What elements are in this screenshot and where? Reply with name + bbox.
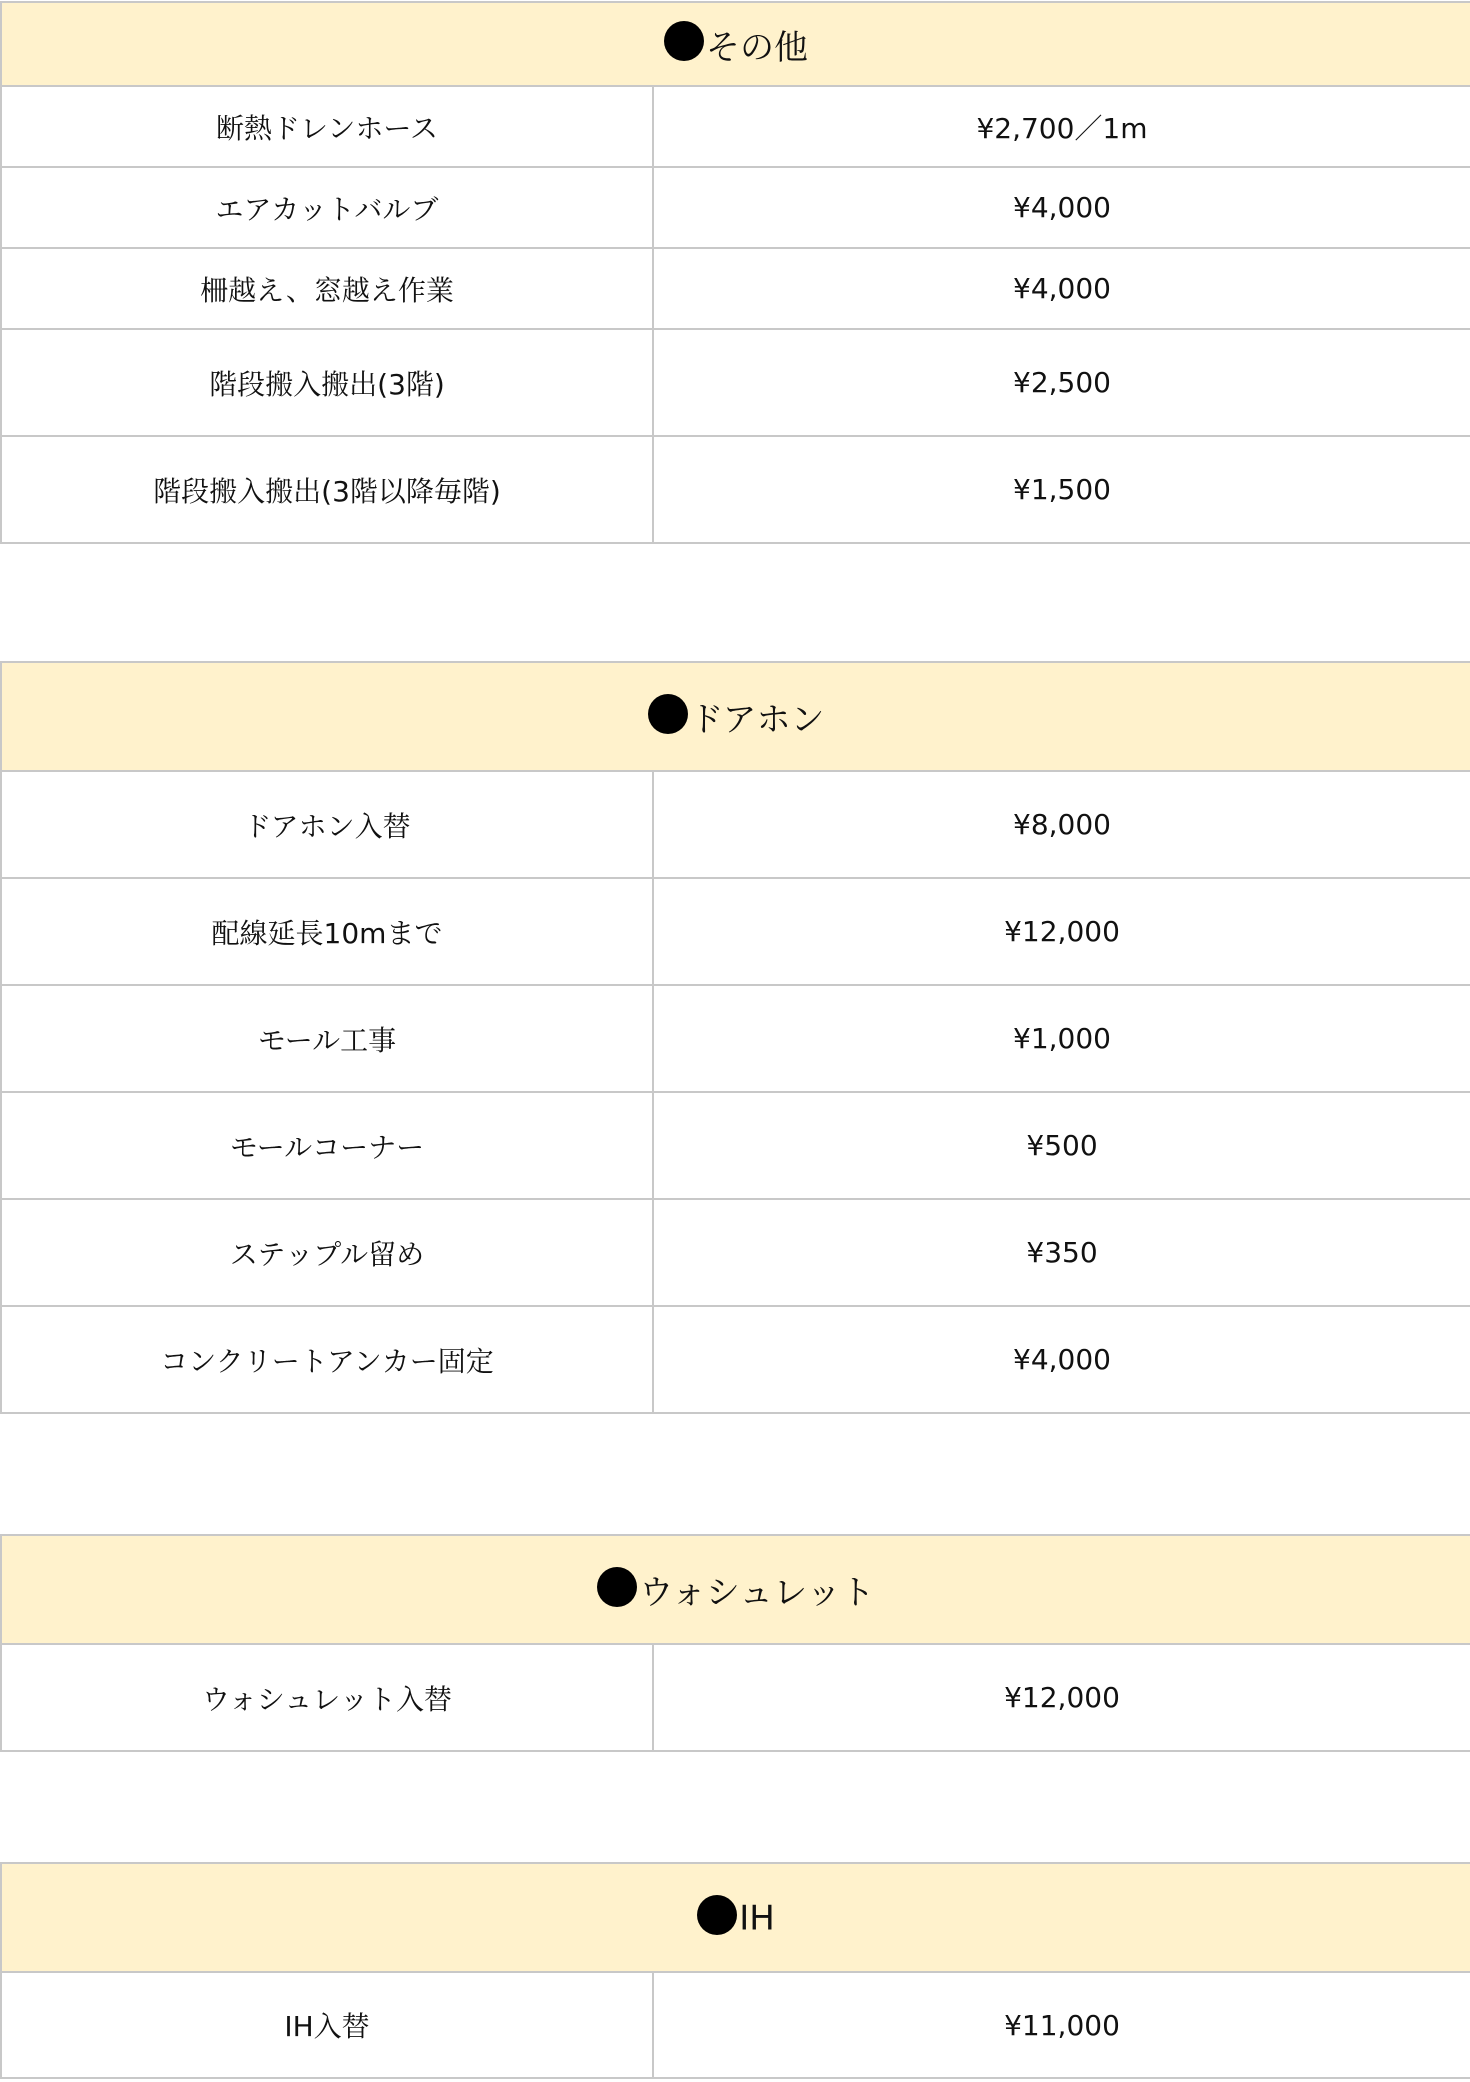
item-price: ¥12,000 <box>653 878 1470 985</box>
table-row <box>1 985 1470 1092</box>
table-row <box>1 1644 1470 1751</box>
item-name: エアカットバルブ <box>1 167 653 248</box>
table-row <box>1 1199 1470 1306</box>
section-header <box>1 2 1470 86</box>
item-price: ¥1,500 <box>653 436 1470 543</box>
item-price: ¥2,700／1m <box>653 86 1470 167</box>
item-name: ステップル留め <box>1 1199 653 1306</box>
section-title: その他 <box>706 27 808 68</box>
price-table-doorphone <box>0 661 1470 1414</box>
section-header <box>1 1863 1470 1972</box>
bullet-icon <box>697 1895 737 1935</box>
item-price: ¥1,000 <box>653 985 1470 1092</box>
item-price: ¥8,000 <box>653 771 1470 878</box>
item-price: ¥12,000 <box>653 1644 1470 1751</box>
item-name: モールコーナー <box>1 1092 653 1199</box>
item-price: ¥500 <box>653 1092 1470 1199</box>
section-header <box>1 1535 1470 1644</box>
section-title: ドアホン <box>689 700 825 740</box>
bullet-icon <box>597 1567 637 1607</box>
table-row <box>1 878 1470 985</box>
section-header <box>1 662 1470 771</box>
item-price: ¥350 <box>653 1199 1470 1306</box>
price-table-washlet <box>0 1534 1470 1752</box>
bullet-icon <box>648 694 688 734</box>
table-row <box>1 1306 1470 1413</box>
table-row <box>1 1972 1470 2078</box>
item-name: 断熱ドレンホース <box>1 86 653 167</box>
item-name: コンクリートアンカー固定 <box>1 1306 653 1413</box>
item-price: ¥4,000 <box>653 248 1470 329</box>
item-name: ドアホン入替 <box>1 771 653 878</box>
table-row <box>1 771 1470 878</box>
item-name: ウォシュレット入替 <box>1 1644 653 1751</box>
item-price: ¥11,000 <box>653 1972 1470 2078</box>
table-row <box>1 86 1470 167</box>
section-title: ウォシュレット <box>639 1573 875 1613</box>
price-table-other <box>0 1 1470 544</box>
section-title: IH <box>739 1898 775 1939</box>
table-row <box>1 1092 1470 1199</box>
item-name: 柵越え、窓越え作業 <box>1 248 653 329</box>
item-name: 階段搬入搬出(3階) <box>1 329 653 436</box>
bullet-icon <box>664 21 704 61</box>
item-name: 配線延長10mまで <box>1 878 653 985</box>
item-price: ¥4,000 <box>653 167 1470 248</box>
item-price: ¥2,500 <box>653 329 1470 436</box>
item-price: ¥4,000 <box>653 1306 1470 1413</box>
item-name: 階段搬入搬出(3階以降毎階) <box>1 436 653 543</box>
table-row <box>1 248 1470 329</box>
item-name: IH入替 <box>1 1972 653 2078</box>
table-row <box>1 329 1470 436</box>
table-row <box>1 167 1470 248</box>
item-name: モール工事 <box>1 985 653 1092</box>
table-row <box>1 436 1470 543</box>
price-table-ih <box>0 1862 1470 2079</box>
